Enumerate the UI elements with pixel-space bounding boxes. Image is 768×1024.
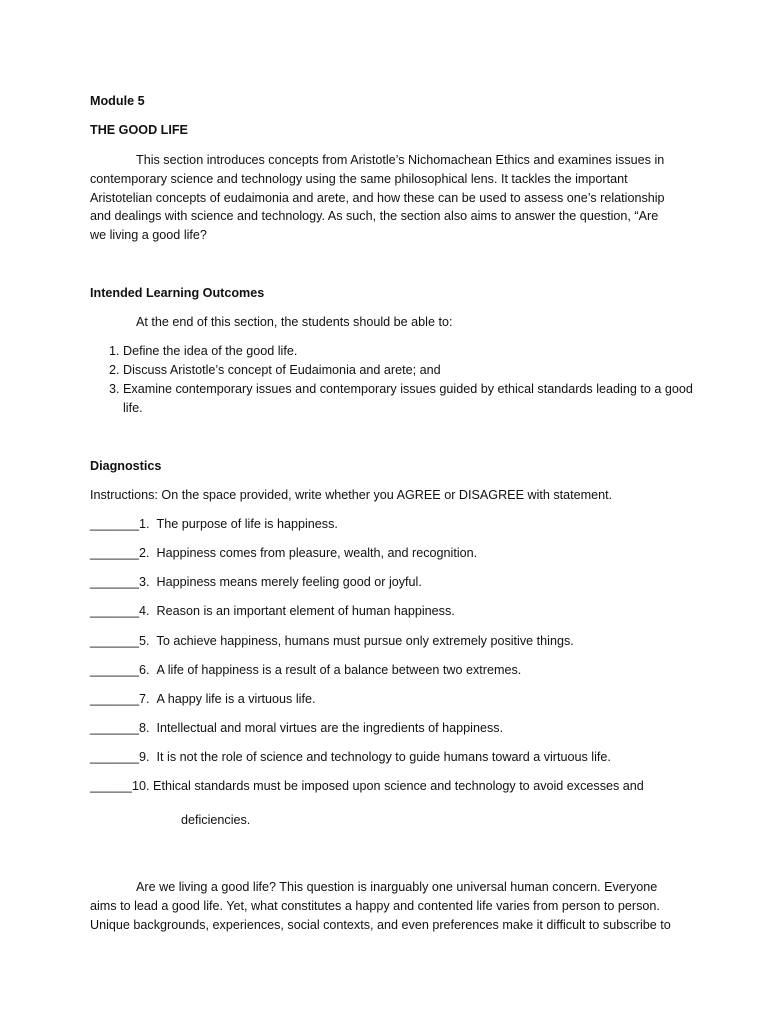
answer-blank[interactable]: _______ xyxy=(90,721,140,735)
module-label: Module 5 xyxy=(90,94,145,108)
item-text: The purpose of life is happiness. xyxy=(156,517,338,531)
diagnostic-item xyxy=(90,573,422,591)
item-text: Reason is an important element of human happiness. xyxy=(156,604,455,618)
item-text: Intellectual and moral virtues are the ingredients of happiness. xyxy=(156,721,504,735)
diagnostic-item xyxy=(90,515,338,533)
closing-paragraph: Are we living a good life? This question is inarguably one universal human concern. Everyone aims to lead a good life. Yet, what constitutes a happy and contented life varies from person to person. Unique backgrounds, experiences, social contexts, and even preferences make it difficult to subscribe to xyxy=(90,880,671,932)
diagnostic-item xyxy=(90,661,521,679)
item-number: 4. xyxy=(139,604,150,618)
item-number: 3. xyxy=(139,575,150,589)
item-number: 7. xyxy=(139,692,150,706)
item-number: 9. xyxy=(139,750,150,764)
item-number: 2. xyxy=(139,546,150,560)
item-number: 5. xyxy=(139,634,150,648)
answer-blank[interactable]: _______ xyxy=(90,546,140,560)
diagnostic-item xyxy=(90,632,574,650)
item-text: It is not the role of science and technology to guide humans toward a virtuous life. xyxy=(156,750,611,764)
diagnostic-item xyxy=(90,544,477,562)
answer-blank[interactable]: _______ xyxy=(90,692,140,706)
item-number: 8. xyxy=(139,721,150,735)
diagnostic-item xyxy=(90,602,455,620)
diagnostics-heading: Diagnostics xyxy=(90,459,162,473)
answer-blank[interactable]: _______ xyxy=(90,575,140,589)
diagnostic-item xyxy=(90,748,611,766)
diagnostics-instructions: Instructions: On the space provided, write whether you AGREE or DISAGREE with statement. xyxy=(90,488,613,502)
diagnostic-item xyxy=(90,690,315,708)
item-text: Happiness means merely feeling good or joyful. xyxy=(156,575,422,589)
item-number: 6. xyxy=(139,663,150,677)
answer-blank[interactable]: _______ xyxy=(90,604,140,618)
item-number: 1. xyxy=(139,517,150,531)
outcomes-lead: At the end of this section, the students should be able to: xyxy=(136,315,453,329)
item-number: 10. xyxy=(132,779,150,793)
item-text: To achieve happiness, humans must pursue only extremely positive things. xyxy=(156,634,574,648)
answer-blank[interactable]: _______ xyxy=(90,750,140,764)
item-text: Ethical standards must be imposed upon science and technology to avoid excesses and xyxy=(153,779,644,793)
outcome-item: 1. Define the idea of the good life. xyxy=(123,342,707,361)
answer-blank[interactable]: _______ xyxy=(90,634,140,648)
outcome-item: 2. Discuss Aristotle’s concept of Eudaimonia and arete; and xyxy=(123,361,707,380)
outcomes-heading: Intended Learning Outcomes xyxy=(90,286,265,300)
outcome-item: 3. Examine contemporary issues and contemporary issues guided by ethical standards leading to a good life. xyxy=(123,380,707,418)
item-text: Happiness comes from pleasure, wealth, and recognition. xyxy=(156,546,478,560)
item-text: A life of happiness is a result of a balance between two extremes. xyxy=(156,663,522,677)
answer-blank[interactable]: ______ xyxy=(90,779,133,793)
page-title: THE GOOD LIFE xyxy=(90,123,188,137)
answer-blank[interactable]: _______ xyxy=(90,663,140,677)
diagnostic-item xyxy=(90,777,644,795)
diagnostic-item xyxy=(90,719,503,737)
outcomes-list xyxy=(90,342,707,418)
answer-blank[interactable]: _______ xyxy=(90,517,140,531)
intro-paragraph: This section introduces concepts from Aristotle’s Nichomachean Ethics and examines issues in contemporary science and technology using the same philosophical lens. It tackles the important Aristotelian concepts of eudaimonia and arete, and how these can be used to assess one’s relationship and dealings with science and technology. As such, the section also aims to answer the question, “Are we living a good life? xyxy=(90,153,665,243)
item-text: A happy life is a virtuous life. xyxy=(156,692,316,706)
item-10-continuation: deficiencies. xyxy=(181,813,251,827)
